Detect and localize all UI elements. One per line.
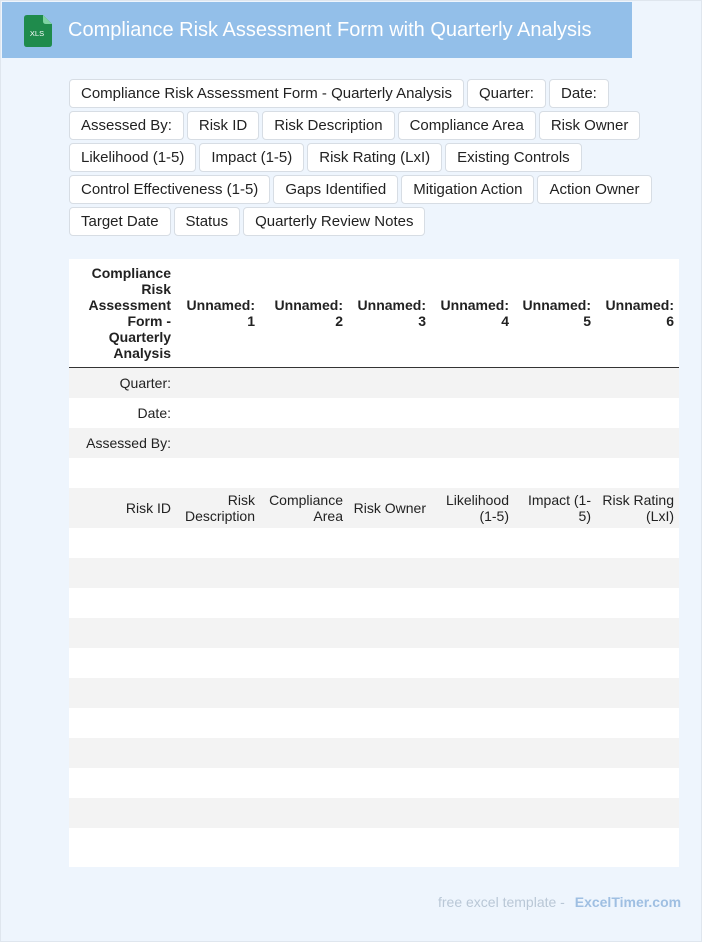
column-chip[interactable]: Existing Controls (445, 143, 582, 172)
column-chip[interactable]: Risk Rating (LxI) (307, 143, 442, 172)
table-cell[interactable] (596, 708, 679, 738)
data-table-container (69, 259, 679, 867)
table-cell[interactable] (596, 368, 679, 398)
table-cell[interactable] (69, 768, 176, 798)
table-cell[interactable] (69, 708, 176, 738)
table-cell[interactable] (260, 428, 348, 458)
table-row (69, 528, 679, 558)
table-cell[interactable] (69, 528, 176, 558)
header-bar (2, 2, 632, 58)
xls-file-icon (24, 15, 52, 47)
table-cell[interactable] (176, 528, 260, 558)
table-row (69, 738, 679, 768)
table-cell[interactable] (260, 708, 348, 738)
table-cell[interactable] (69, 648, 176, 678)
table-cell[interactable] (176, 648, 260, 678)
table-cell[interactable] (431, 528, 514, 558)
table-cell[interactable] (431, 798, 514, 828)
table-cell[interactable] (514, 588, 596, 618)
table-cell[interactable] (176, 558, 260, 588)
table-cell[interactable]: Quarter: (69, 368, 176, 398)
table-cell[interactable] (431, 768, 514, 798)
table-cell[interactable] (176, 398, 260, 428)
column-chip[interactable]: Date: (549, 79, 609, 108)
column-chip[interactable]: Likelihood (1-5) (69, 143, 196, 172)
table-cell[interactable] (596, 588, 679, 618)
column-header[interactable]: Unnamed: 3 (348, 259, 431, 368)
table-cell[interactable] (596, 738, 679, 768)
table-row (69, 558, 679, 588)
column-chip[interactable]: Impact (1-5) (199, 143, 304, 172)
table-cell[interactable] (431, 588, 514, 618)
table-cell[interactable] (514, 458, 596, 488)
table-cell[interactable]: Likelihood (1-5) (431, 488, 514, 528)
table-cell[interactable] (176, 678, 260, 708)
table-cell[interactable] (348, 428, 431, 458)
table-cell[interactable] (514, 558, 596, 588)
table-cell[interactable] (514, 618, 596, 648)
table-cell[interactable] (348, 528, 431, 558)
table-cell[interactable] (260, 588, 348, 618)
page-title: Compliance Risk Assessment Form with Quarterly Analysis (68, 19, 592, 41)
column-chip-list (69, 79, 669, 236)
table-cell[interactable] (260, 458, 348, 488)
column-chip[interactable]: Action Owner (537, 175, 651, 204)
table-cell[interactable] (176, 798, 260, 828)
table-cell[interactable] (514, 368, 596, 398)
table-cell[interactable] (514, 708, 596, 738)
table-cell[interactable] (596, 458, 679, 488)
table-row (69, 368, 679, 398)
table-cell[interactable] (69, 558, 176, 588)
table-cell[interactable] (431, 428, 514, 458)
table-cell[interactable] (596, 798, 679, 828)
table-row (69, 458, 679, 488)
table-cell[interactable] (348, 588, 431, 618)
table-cell[interactable]: Risk ID (69, 488, 176, 528)
table-cell[interactable] (348, 768, 431, 798)
table-cell[interactable] (176, 458, 260, 488)
table-cell[interactable] (69, 798, 176, 828)
column-chip[interactable]: Risk Owner (539, 111, 641, 140)
table-cell[interactable] (348, 798, 431, 828)
table-cell[interactable] (69, 458, 176, 488)
column-chip[interactable]: Quarterly Review Notes (243, 207, 425, 236)
column-header[interactable]: Unnamed: 6 (596, 259, 679, 368)
table-cell[interactable] (69, 588, 176, 618)
table-row (69, 398, 679, 428)
table-cell[interactable] (514, 398, 596, 428)
table-cell[interactable] (348, 368, 431, 398)
column-header[interactable]: Unnamed: 5 (514, 259, 596, 368)
table-cell[interactable]: Date: (69, 398, 176, 428)
table-cell[interactable] (348, 708, 431, 738)
column-chip[interactable]: Gaps Identified (273, 175, 398, 204)
table-cell[interactable] (348, 738, 431, 768)
column-chip[interactable]: Target Date (69, 207, 171, 236)
table-cell[interactable] (514, 768, 596, 798)
table-cell[interactable] (260, 678, 348, 708)
table-cell[interactable] (69, 678, 176, 708)
column-header[interactable]: Unnamed: 4 (431, 259, 514, 368)
table-cell[interactable] (431, 678, 514, 708)
table-header-row (69, 259, 679, 368)
table-cell[interactable] (260, 798, 348, 828)
table-cell[interactable]: Risk Description (176, 488, 260, 528)
table-cell[interactable] (69, 738, 176, 768)
table-cell[interactable] (431, 398, 514, 428)
table-row (69, 428, 679, 458)
table-cell[interactable] (348, 558, 431, 588)
column-chip[interactable]: Control Effectiveness (1-5) (69, 175, 270, 204)
column-header[interactable]: Unnamed: 1 (176, 259, 260, 368)
table-cell[interactable]: Risk Owner (348, 488, 431, 528)
table-cell[interactable] (596, 528, 679, 558)
table-cell[interactable]: Compliance Area (260, 488, 348, 528)
table-cell[interactable] (431, 618, 514, 648)
table-cell[interactable] (176, 768, 260, 798)
table-row (69, 618, 679, 648)
table-cell[interactable] (514, 648, 596, 678)
table-cell[interactable] (260, 558, 348, 588)
table-cell[interactable] (260, 528, 348, 558)
table-row (69, 768, 679, 798)
table-cell[interactable] (260, 738, 348, 768)
table-cell[interactable]: Assessed By: (69, 428, 176, 458)
table-cell[interactable] (596, 678, 679, 708)
column-chip[interactable]: Compliance Area (398, 111, 536, 140)
table-cell[interactable] (260, 398, 348, 428)
footer-text: free excel template - (438, 894, 565, 910)
table-cell[interactable] (176, 738, 260, 768)
table-cell[interactable] (348, 648, 431, 678)
table-cell[interactable] (514, 428, 596, 458)
column-chip[interactable]: Compliance Risk Assessment Form - Quarterly Analysis (69, 79, 464, 108)
table-cell[interactable] (69, 618, 176, 648)
data-table (69, 259, 679, 828)
table-cell[interactable] (431, 558, 514, 588)
table-row (69, 678, 679, 708)
column-chip[interactable]: Status (174, 207, 241, 236)
table-row (69, 798, 679, 828)
table-cell[interactable] (431, 458, 514, 488)
table-cell[interactable] (260, 648, 348, 678)
table-cell[interactable] (260, 618, 348, 648)
table-cell[interactable] (596, 558, 679, 588)
table-cell[interactable] (348, 398, 431, 428)
table-row (69, 488, 679, 528)
table-cell[interactable]: Impact (1-5) (514, 488, 596, 528)
table-cell[interactable] (514, 738, 596, 768)
table-cell[interactable] (596, 618, 679, 648)
column-chip[interactable]: Quarter: (467, 79, 546, 108)
column-header[interactable]: Unnamed: 2 (260, 259, 348, 368)
table-cell[interactable] (431, 648, 514, 678)
table-cell[interactable] (176, 618, 260, 648)
column-chip[interactable]: Mitigation Action (401, 175, 534, 204)
table-row (69, 708, 679, 738)
column-header[interactable]: Compliance Risk Assessment Form - Quarterly Analysis (69, 259, 176, 368)
table-cell[interactable]: Risk Rating (LxI) (596, 488, 679, 528)
svg-text:XLS: XLS (29, 29, 45, 38)
table-cell[interactable] (176, 588, 260, 618)
column-chip[interactable]: Risk ID (187, 111, 259, 140)
table-cell[interactable] (514, 798, 596, 828)
table-cell[interactable] (431, 368, 514, 398)
footer-credit (438, 894, 681, 910)
table-cell[interactable] (348, 458, 431, 488)
table-cell[interactable] (596, 648, 679, 678)
table-row (69, 648, 679, 678)
table-cell[interactable] (176, 428, 260, 458)
column-chip[interactable]: Assessed By: (69, 111, 184, 140)
table-cell[interactable] (431, 738, 514, 768)
table-row (69, 588, 679, 618)
table-cell[interactable] (596, 768, 679, 798)
table-cell[interactable] (514, 528, 596, 558)
table-cell[interactable] (431, 708, 514, 738)
column-chip[interactable]: Risk Description (262, 111, 394, 140)
table-cell[interactable] (260, 368, 348, 398)
table-cell[interactable] (176, 708, 260, 738)
table-cell[interactable] (514, 678, 596, 708)
table-cell[interactable] (348, 618, 431, 648)
table-cell[interactable] (596, 398, 679, 428)
table-cell[interactable] (176, 368, 260, 398)
footer-brand-link[interactable]: ExcelTimer.com (574, 894, 682, 910)
table-cell[interactable] (596, 428, 679, 458)
table-cell[interactable] (348, 678, 431, 708)
table-cell[interactable] (260, 768, 348, 798)
